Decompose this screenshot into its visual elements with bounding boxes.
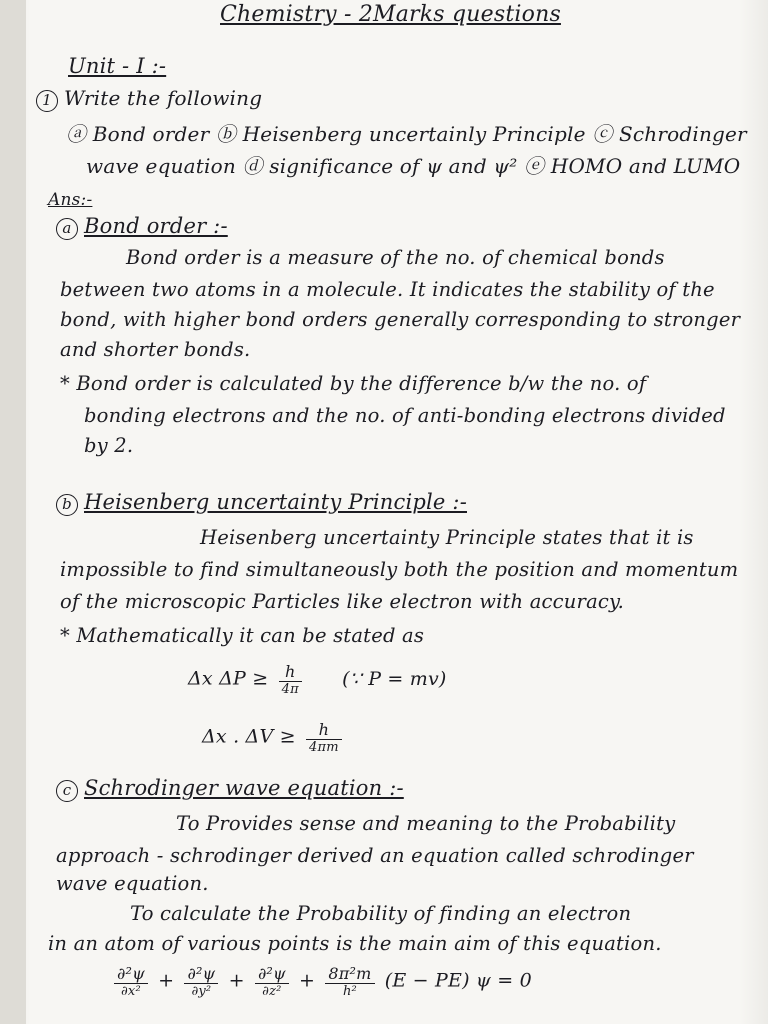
question-line-3: wave equation ⓓ significance of ψ and ψ² ⓔ HOMO and LUMO bbox=[86, 154, 741, 178]
section-a-line: between two atoms in a molecule. It indicates the stability of the bbox=[60, 278, 715, 301]
page-title: Chemistry - 2Marks questions bbox=[220, 2, 561, 27]
section-c-line: To Provides sense and meaning to the Probability bbox=[176, 812, 676, 835]
section-a-line: Bond order is a measure of the no. of chemical bonds bbox=[126, 246, 665, 269]
unit-heading: Unit - I :- bbox=[68, 54, 167, 78]
section-c-line: wave equation. bbox=[56, 872, 209, 895]
section-a-line: bonding electrons and the no. of anti-bonding electrons divided bbox=[84, 404, 726, 427]
section-a-line: by 2. bbox=[84, 434, 134, 457]
uncertainty-equation-1: Δx ΔP ≥ $\frac{h}{4\pi}$ (∵ P = mv) bbox=[188, 662, 447, 697]
section-b-heading: b Heisenberg uncertainty Principle :- bbox=[56, 490, 467, 516]
question-line-1: 1 Write the following bbox=[36, 86, 262, 112]
section-a-line: and shorter bonds. bbox=[60, 338, 251, 361]
section-b-line: Heisenberg uncertainty Principle states that it is bbox=[200, 526, 694, 549]
section-b-marker: b bbox=[56, 494, 78, 516]
section-a-marker: a bbox=[56, 218, 78, 240]
section-c-line: To calculate the Probability of finding an electron bbox=[130, 902, 632, 925]
question-number: 1 bbox=[36, 90, 58, 112]
section-c-line: in an atom of various points is the main aim of this equation. bbox=[48, 932, 662, 955]
section-c-heading: c Schrodinger wave equation :- bbox=[56, 776, 404, 802]
section-b-line: * Mathematically it can be stated as bbox=[60, 624, 425, 647]
section-b-line: impossible to find simultaneously both the position and momentum bbox=[60, 558, 739, 581]
answer-label: Ans:- bbox=[48, 190, 93, 210]
uncertainty-equation-2: Δx . ΔV ≥ $\frac{h}{4\pi m}$ bbox=[202, 720, 346, 755]
section-a-heading: a Bond order :- bbox=[56, 214, 228, 240]
section-a-line: bond, with higher bond orders generally corresponding to stronger bbox=[60, 308, 741, 331]
section-c-marker: c bbox=[56, 780, 78, 802]
section-b-line: of the microscopic Particles like electron with accuracy. bbox=[60, 590, 625, 613]
section-c-line: approach - schrodinger derived an equation called schrodinger bbox=[56, 844, 694, 867]
schrodinger-equation: $\frac{\text{∂²ψ}}{\text{∂x²}}$ + $\frac{\text{∂²ψ}}{\text{∂y²}}$ + $\frac{\text{∂²ψ}}{\text{∂z²}}$ + $\frac{\text{8π²m}}{\text{h²}}$ (E − PE) ψ = 0 bbox=[110, 964, 532, 999]
page-edge bbox=[0, 0, 26, 1024]
question-line-2: ⓐ Bond order ⓑ Heisenberg uncertainly Principle ⓒ Schrodinger bbox=[66, 122, 747, 146]
section-a-line: * Bond order is calculated by the difference b/w the no. of bbox=[60, 372, 647, 395]
